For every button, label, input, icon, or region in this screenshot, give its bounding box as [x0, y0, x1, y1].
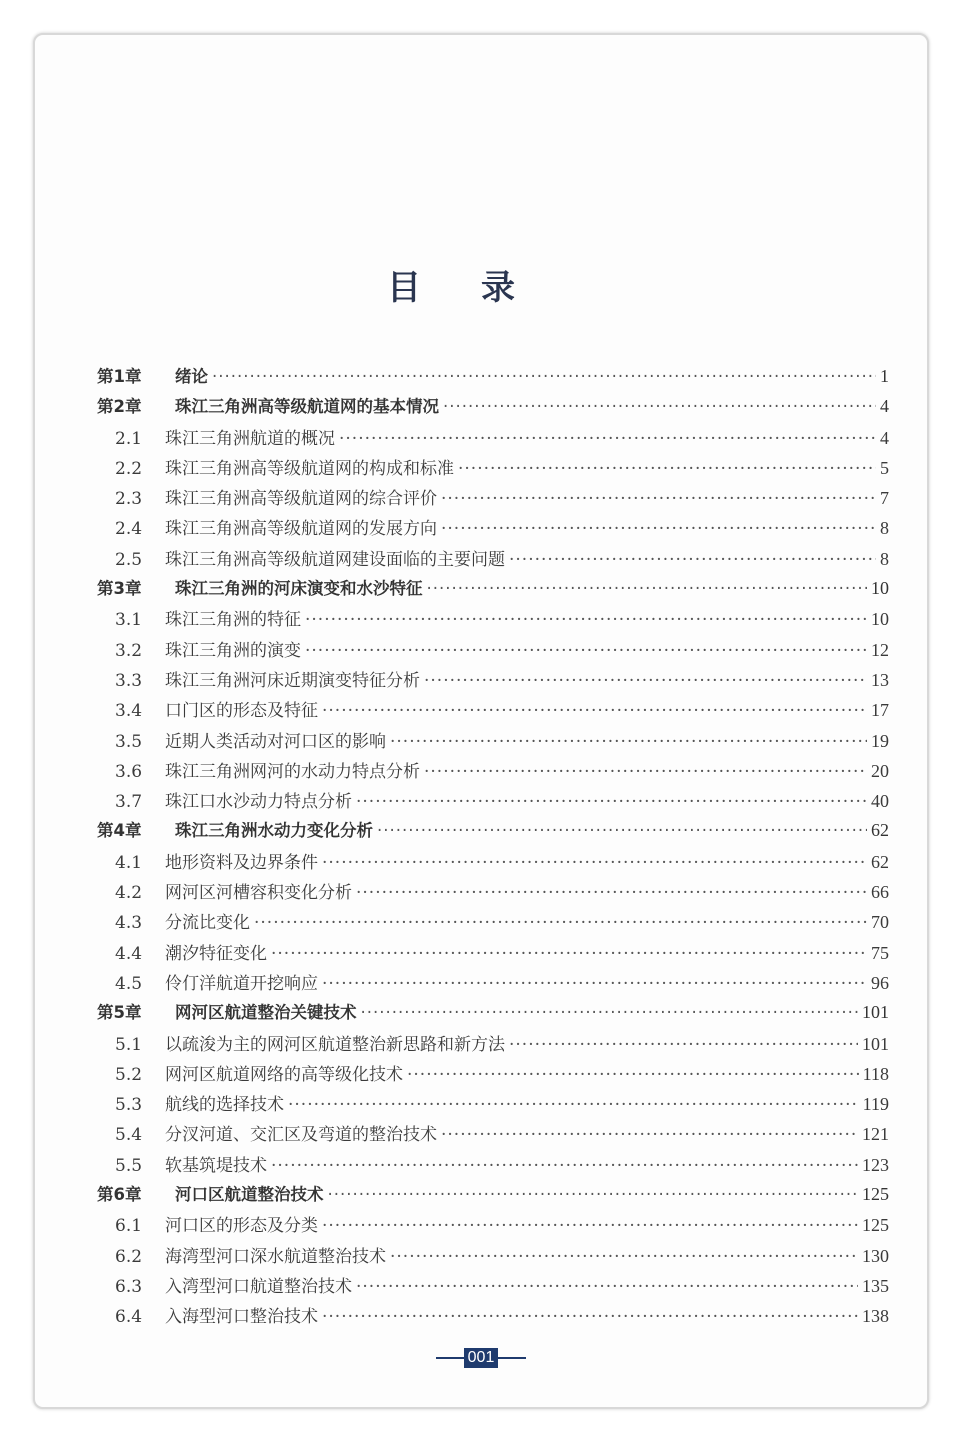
leader-dots [509, 1035, 858, 1055]
entry-title: 珠江三角洲高等级航道网的发展方向 [165, 519, 437, 540]
entry-title: 口门区的形态及特征 [165, 701, 318, 722]
entry-page: 12 [871, 639, 889, 660]
entry-title: 地形资料及边界条件 [165, 852, 318, 873]
entry-number: 第2章 [97, 397, 142, 417]
entry-page: 4 [880, 427, 889, 448]
entry-page: 8 [880, 518, 889, 539]
entry-number: 4.5 [115, 973, 143, 994]
entry-number: 2.2 [115, 458, 143, 479]
entry-number: 6.2 [115, 1246, 143, 1267]
page-footer [35, 1348, 927, 1368]
leader-dots [424, 671, 867, 691]
entry-page: 10 [871, 609, 889, 630]
entry-number: 第4章 [97, 821, 142, 841]
entry-page: 1 [880, 366, 889, 386]
entry-title: 航线的选择技术 [165, 1095, 284, 1116]
entry-number: 第6章 [97, 1185, 142, 1205]
leader-dots [443, 397, 876, 416]
toc-section-entry[interactable] [97, 787, 889, 817]
entry-title: 潮汐特征变化 [165, 943, 267, 964]
entry-title: 海湾型河口深水航道整治技术 [165, 1246, 386, 1267]
toc-section-entry[interactable] [97, 1272, 889, 1302]
entry-title: 珠江三角洲高等级航道网的综合评价 [165, 489, 437, 510]
entry-page: 20 [871, 760, 889, 781]
entry-page: 70 [871, 912, 889, 933]
entry-number: 6.1 [115, 1216, 143, 1237]
toc-chapter-entry[interactable] [97, 393, 889, 423]
entry-title: 珠江三角洲水动力变化分析 [175, 821, 373, 841]
leader-dots [288, 1095, 859, 1115]
entry-title: 河口区航道整治技术 [175, 1185, 324, 1205]
toc-section-entry[interactable] [97, 1090, 889, 1120]
entry-page: 101 [862, 1033, 889, 1054]
leader-dots [441, 489, 876, 509]
leader-dots [390, 1247, 858, 1267]
toc-section-entry[interactable] [97, 908, 889, 938]
entry-number: 5.4 [115, 1125, 143, 1146]
entry-number: 第1章 [97, 367, 142, 386]
toc-chapter-entry[interactable] [97, 1181, 889, 1211]
entry-title: 珠江口水沙动力特点分析 [165, 792, 352, 813]
leader-dots [390, 732, 867, 752]
toc-section-entry[interactable] [97, 1060, 889, 1090]
leader-dots [339, 429, 876, 449]
entry-title: 珠江三角洲高等级航道网建设面临的主要问题 [165, 549, 505, 570]
leader-dots [322, 1307, 858, 1327]
leader-dots [328, 1185, 859, 1204]
toc-section-entry[interactable] [97, 484, 889, 514]
entry-page: 17 [871, 700, 889, 721]
entry-page: 118 [862, 1063, 889, 1084]
entry-page: 96 [871, 972, 889, 993]
entry-number: 5.3 [115, 1095, 143, 1116]
toc-section-entry[interactable] [97, 969, 889, 999]
entry-title: 珠江三角洲的河床演变和水沙特征 [175, 579, 423, 599]
leader-dots [271, 1156, 858, 1176]
entry-title: 珠江三角洲的特征 [165, 610, 301, 631]
entry-title: 珠江三角洲高等级航道网的构成和标准 [165, 458, 454, 479]
leader-dots [458, 459, 876, 479]
toc-chapter-entry[interactable] [97, 817, 889, 847]
leader-dots [361, 1003, 859, 1022]
entry-title: 以疏浚为主的网河区航道整治新思路和新方法 [165, 1034, 505, 1055]
entry-number: 6.3 [115, 1276, 143, 1297]
leader-dots [322, 1216, 858, 1236]
leader-dots [254, 913, 867, 933]
entry-number: 2.5 [115, 549, 143, 570]
toc-section-entry[interactable] [97, 514, 889, 544]
entry-number: 3.7 [115, 792, 143, 813]
toc-section-entry[interactable] [97, 939, 889, 969]
entry-number: 2.3 [115, 489, 143, 510]
entry-page: 40 [871, 791, 889, 812]
toc-section-entry[interactable] [97, 636, 889, 666]
entry-page: 119 [862, 1094, 889, 1115]
entry-number: 5.2 [115, 1064, 143, 1085]
entry-page: 101 [862, 1002, 889, 1023]
entry-number: 4.2 [115, 883, 143, 904]
entry-page: 66 [871, 882, 889, 903]
leader-dots [427, 579, 868, 598]
entry-number: 4.4 [115, 943, 143, 964]
toc-section-entry[interactable] [97, 605, 889, 635]
toc-section-entry[interactable] [97, 696, 889, 726]
toc-section-entry[interactable] [97, 727, 889, 757]
leader-dots [424, 762, 867, 782]
leader-dots [377, 821, 867, 840]
entry-title: 珠江三角洲航道的概况 [165, 428, 335, 449]
entry-number: 第5章 [97, 1003, 142, 1023]
leader-dots [509, 550, 876, 570]
entry-page: 123 [862, 1154, 889, 1175]
leader-dots [356, 883, 867, 903]
entry-title: 网河区航道网络的高等级化技术 [165, 1064, 403, 1085]
entry-page: 13 [871, 669, 889, 690]
leader-dots [305, 610, 867, 630]
entry-page: 125 [862, 1184, 889, 1205]
entry-title: 入海型河口整治技术 [165, 1307, 318, 1328]
entry-title: 珠江三角洲高等级航道网的基本情况 [175, 397, 439, 417]
entry-page: 135 [862, 1275, 889, 1296]
leader-dots [322, 701, 867, 721]
leader-dots [441, 1125, 858, 1145]
toc-section-entry[interactable] [97, 454, 889, 484]
footer-rule-left [436, 1357, 464, 1359]
leader-dots [271, 944, 867, 964]
entry-page: 62 [871, 820, 889, 841]
toc-section-entry[interactable] [97, 1211, 889, 1241]
toc-section-entry[interactable] [97, 757, 889, 787]
page-title: 目录 [387, 268, 575, 308]
toc-section-entry[interactable] [97, 545, 889, 575]
toc-section-entry[interactable] [97, 666, 889, 696]
entry-number: 3.6 [115, 761, 143, 782]
entry-number: 3.5 [115, 731, 143, 752]
table-of-contents [97, 363, 889, 1333]
entry-number: 2.1 [115, 428, 143, 449]
entry-page: 5 [880, 457, 889, 478]
entry-title: 珠江三角洲河床近期演变特征分析 [165, 670, 420, 691]
book-page [33, 33, 929, 1409]
toc-section-entry[interactable] [97, 424, 889, 454]
leader-dots [407, 1065, 859, 1085]
entry-page: 130 [862, 1245, 889, 1266]
entry-title: 珠江三角洲网河的水动力特点分析 [165, 761, 420, 782]
entry-number: 4.3 [115, 913, 143, 934]
entry-number: 3.3 [115, 670, 143, 691]
toc-section-entry[interactable] [97, 878, 889, 908]
toc-section-entry[interactable] [97, 1120, 889, 1150]
entry-page: 4 [880, 396, 889, 417]
entry-number: 4.1 [115, 852, 143, 873]
entry-title: 绪论 [175, 367, 208, 386]
entry-title: 网河区航道整治关键技术 [175, 1003, 357, 1023]
entry-number: 6.4 [115, 1307, 143, 1328]
entry-title: 入湾型河口航道整治技术 [165, 1276, 352, 1297]
toc-chapter-entry[interactable] [97, 999, 889, 1029]
entry-title: 软基筑堤技术 [165, 1155, 267, 1176]
entry-page: 121 [862, 1124, 889, 1145]
entry-title: 伶仃洋航道开挖响应 [165, 973, 318, 994]
entry-number: 3.1 [115, 610, 143, 631]
entry-page: 62 [871, 851, 889, 872]
leader-dots [356, 792, 867, 812]
leader-dots [441, 519, 876, 539]
entry-number: 2.4 [115, 519, 143, 540]
toc-chapter-entry[interactable] [97, 363, 889, 393]
page-number: 001 [464, 1348, 499, 1368]
toc-section-entry[interactable] [97, 1030, 889, 1060]
entry-number: 5.1 [115, 1034, 143, 1055]
entry-page: 75 [871, 942, 889, 963]
entry-page: 138 [862, 1306, 889, 1327]
entry-page: 8 [880, 548, 889, 569]
leader-dots [356, 1277, 858, 1297]
entry-number: 5.5 [115, 1155, 143, 1176]
leader-dots [212, 367, 876, 386]
toc-section-entry[interactable] [97, 1242, 889, 1272]
entry-number: 第3章 [97, 579, 142, 599]
toc-section-entry[interactable] [97, 1302, 889, 1332]
entry-title: 河口区的形态及分类 [165, 1216, 318, 1237]
entry-title: 近期人类活动对河口区的影响 [165, 731, 386, 752]
leader-dots [322, 974, 867, 994]
toc-chapter-entry[interactable] [97, 575, 889, 605]
entry-title: 珠江三角洲的演变 [165, 640, 301, 661]
entry-number: 3.2 [115, 640, 143, 661]
entry-title: 网河区河槽容积变化分析 [165, 883, 352, 904]
entry-page: 125 [862, 1215, 889, 1236]
entry-title: 分汊河道、交汇区及弯道的整治技术 [165, 1125, 437, 1146]
leader-dots [305, 641, 867, 661]
entry-page: 7 [880, 488, 889, 509]
entry-title: 分流比变化 [165, 913, 250, 934]
leader-dots [322, 853, 867, 873]
footer-rule-right [498, 1357, 526, 1359]
entry-page: 19 [871, 730, 889, 751]
toc-section-entry[interactable] [97, 848, 889, 878]
entry-page: 10 [871, 578, 889, 599]
toc-section-entry[interactable] [97, 1151, 889, 1181]
entry-number: 3.4 [115, 701, 143, 722]
